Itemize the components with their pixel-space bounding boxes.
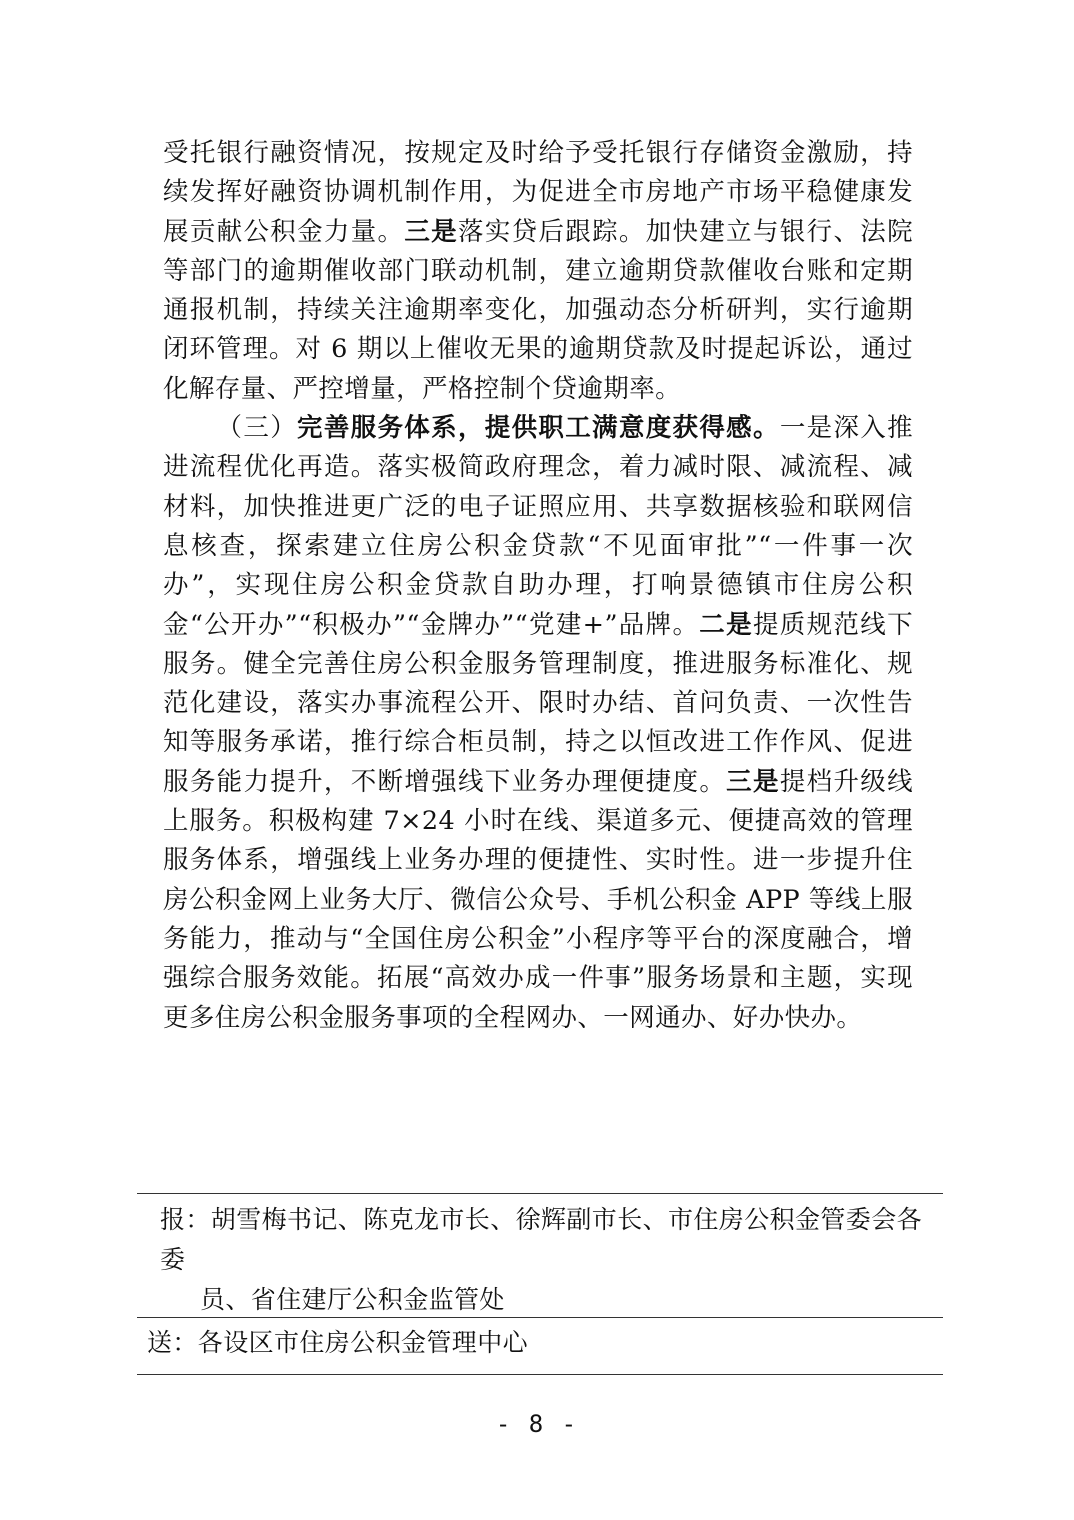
report-recipients-line: 员、省住建厅公积金监管处 <box>200 1285 505 1314</box>
divider-line <box>137 1374 943 1375</box>
section-heading: 完善服务体系，提供职工满意度获得感。 <box>297 413 780 444</box>
paragraph-continuation <box>163 134 913 409</box>
divider-line <box>137 1317 943 1318</box>
paragraph-text: 提质规范线下服务。健全完善住房公积金服务管理制度，推进服务标准化、规范化建设，落实办事流程公开、限时办结、首问负责、一次性告知等服务承诺，推行综合柜员制，持之以恒改进工作作风、促进服务能力提升，不断增强线下业务办理便捷度。 <box>163 609 913 797</box>
body-text <box>163 134 913 1038</box>
paragraph-text: 提档升级线上服务。积极构建 7×24 小时在线、渠道多元、便捷高效的管理服务体系，增强线上业务办理的便捷性、实时性。进一步提升住房公积金网上业务大厅、微信公众号、手机公积金 APP 等线上服务能力，推动与“全国住房公积金”小程序等平台的深度融合，增强综合服务效能。拓展“高效办成一件事”服务场景和主题，实现更多住房公积金服务事项的全程网办、一网通办、好办快办。 <box>163 766 913 1033</box>
paragraph-text: 受托银行融资情况，按规定及时给予受托银行存储资金激励，持续发挥好融资协调机制作用，为促进全市房地产市场平稳健康发展贡献公积金力量。 <box>163 138 913 247</box>
divider-line <box>137 1193 943 1194</box>
section-paragraph <box>163 409 913 1038</box>
paragraph-text: 落实贷后跟踪。加快建立与银行、法院等部门的逾期催收部门联动机制，建立逾期贷款催收台账和定期通报机制，持续关注逾期率变化，加强动态分析研判，实行逾期闭环管理。对 6 期以上催收无果的逾期贷款及时提起诉讼，通过化解存量、严控增量，严格控制个贷逾期率。 <box>163 216 913 404</box>
item-marker: 二是 <box>699 609 753 640</box>
page-number: - 8 - <box>495 1410 579 1438</box>
distribution-send: 送：各设区市住房公积金管理中心 <box>147 1328 529 1357</box>
item-marker: 三是 <box>726 766 780 797</box>
section-number: （三） <box>216 413 298 444</box>
report-recipients-line: 报：胡雪梅书记、陈克龙市长、徐辉副市长、市住房公积金管委会各委 <box>160 1205 923 1274</box>
distribution-report <box>160 1200 940 1320</box>
item-marker: 三是 <box>404 216 458 247</box>
paragraph-text: 一是深入推进流程优化再造。落实极简政府理念，着力减时限、减流程、减材料，加快推进更广泛的电子证照应用、共享数据核验和联网信息核查，探索建立住房公积金贷款“不见面审批”“一件事一次办”，实现住房公积金贷款自助办理，打响景德镇市住房公积金“公开办”“积极办”“金牌办”“党建+”品牌。 <box>163 413 913 640</box>
